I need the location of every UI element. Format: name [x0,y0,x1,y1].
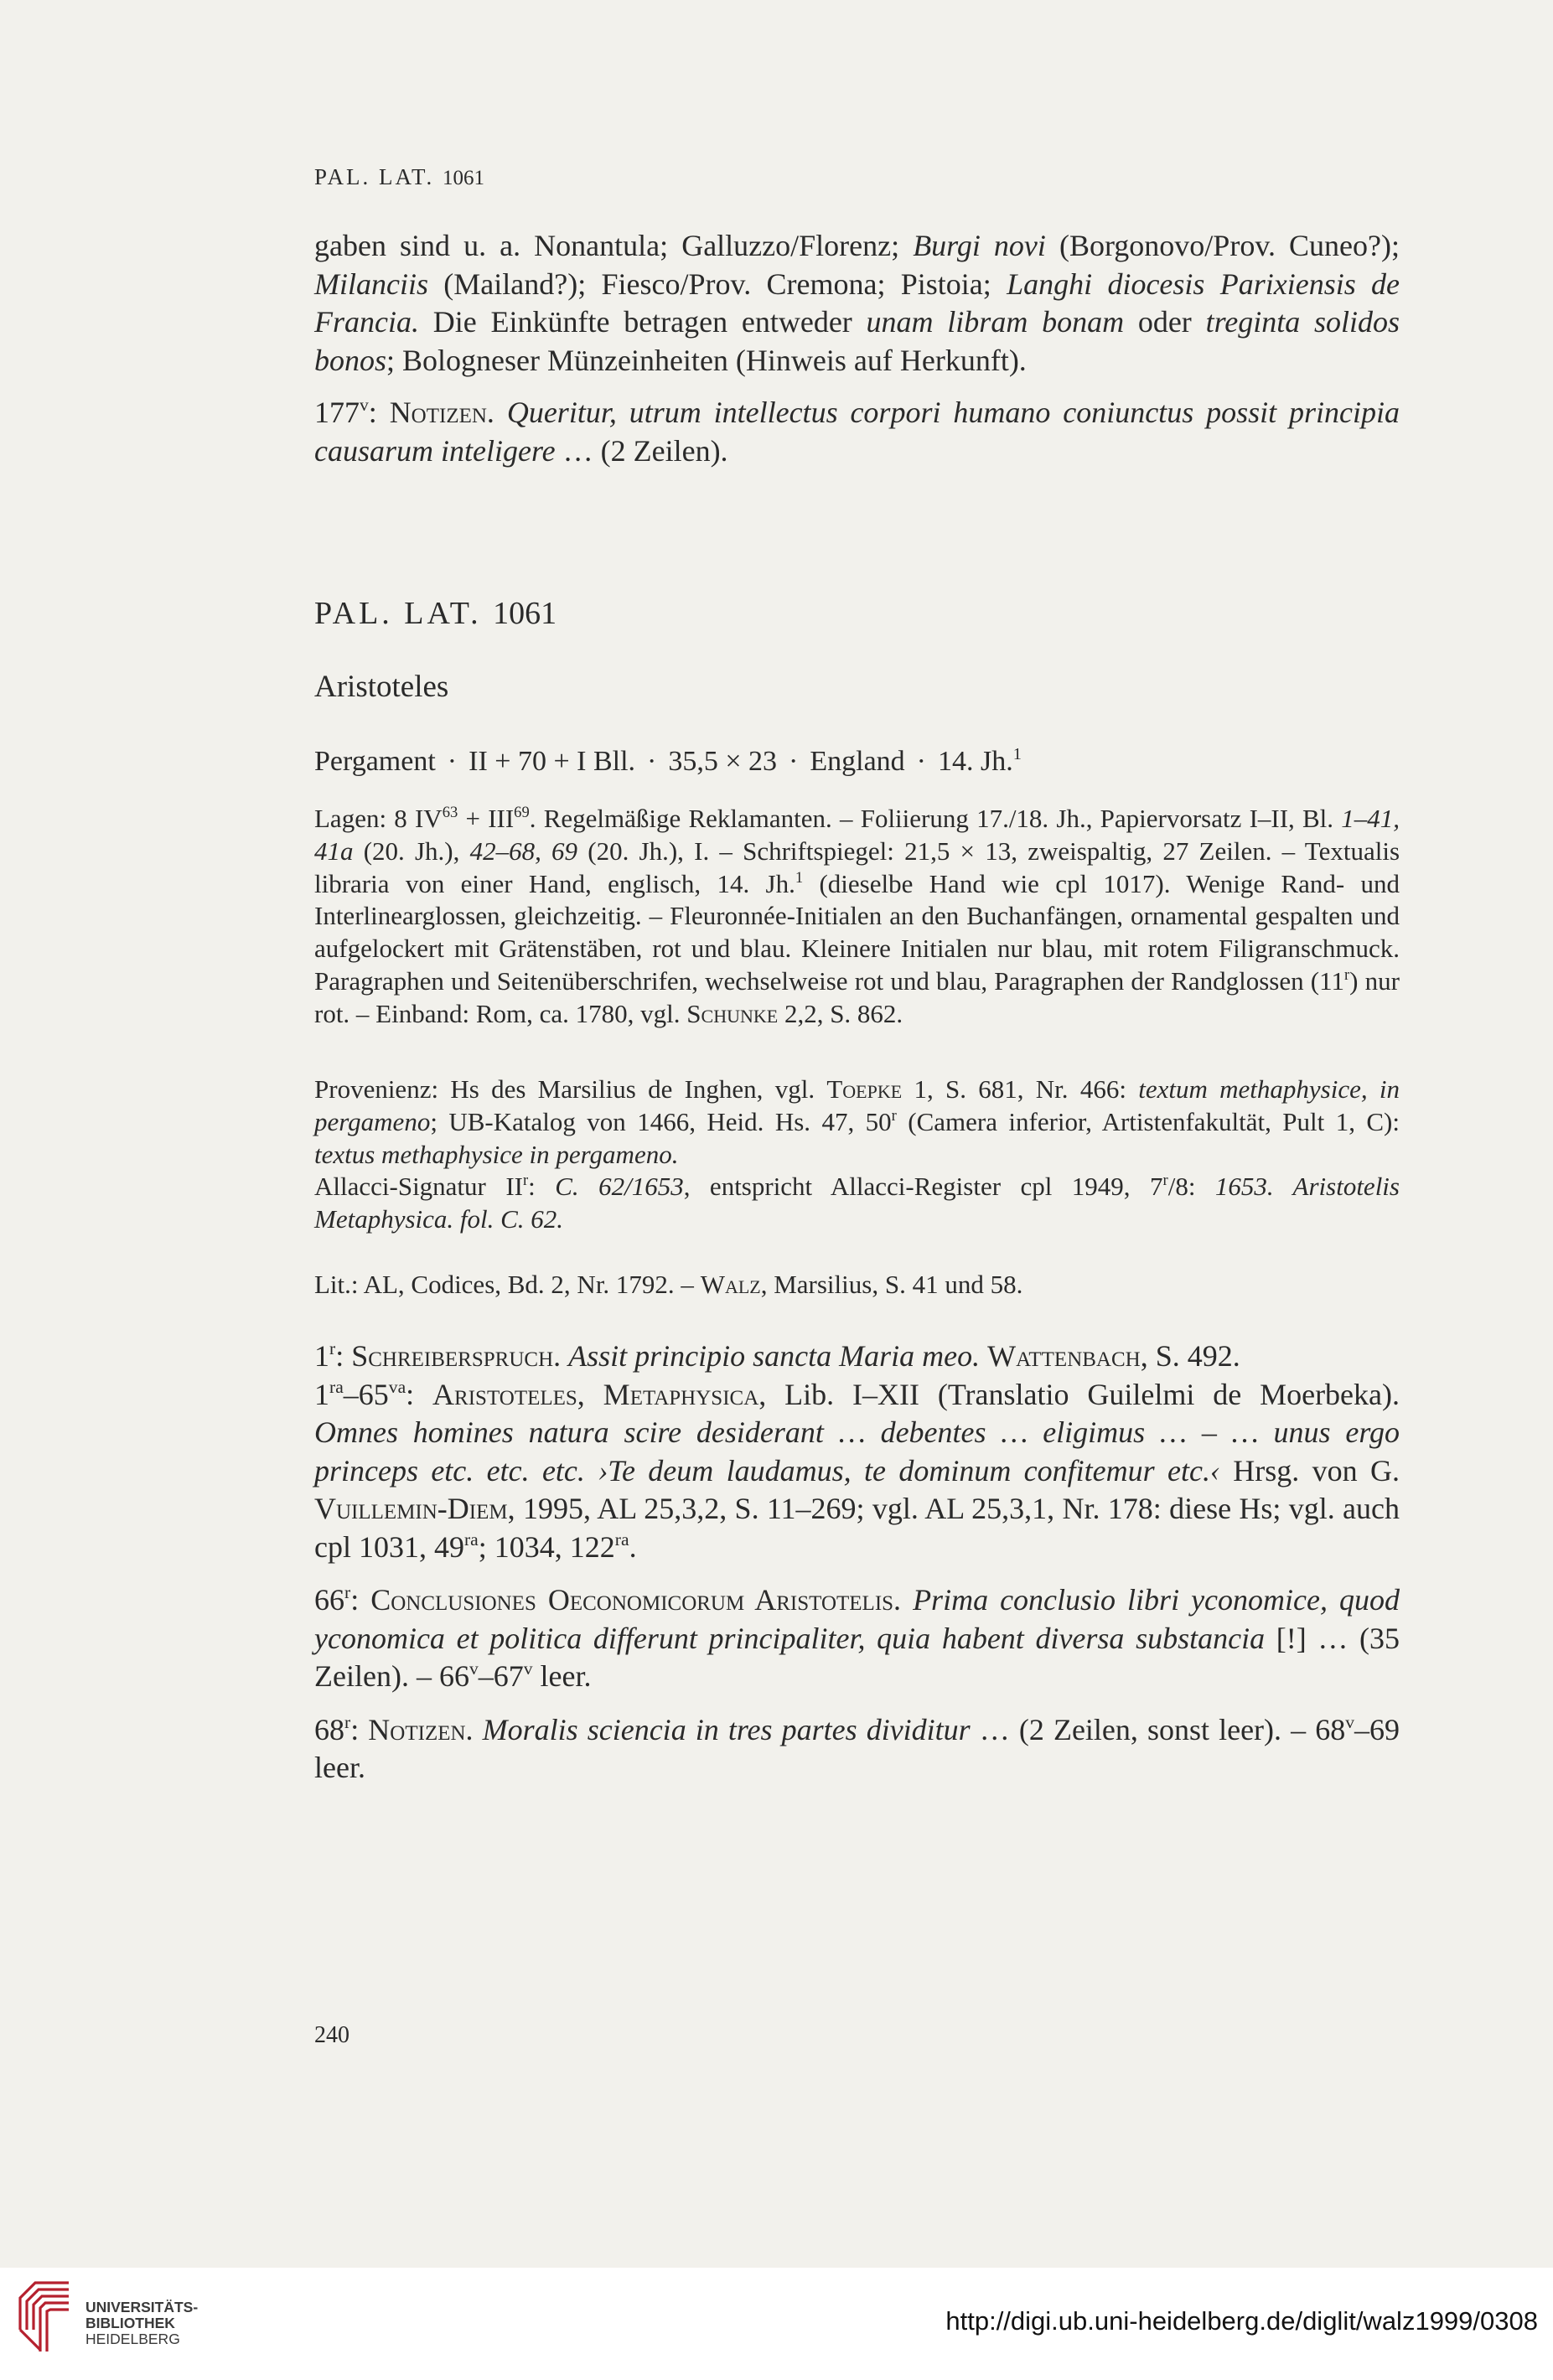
page-number: 240 [314,2022,349,2048]
footnote-ref: 1 [1012,744,1022,763]
section-title [314,595,556,632]
notes-entry [314,394,1400,470]
allacci-paragraph: Allacci-Signatur $II^r$: C. 62/1653, entspricht Allacci-Register cpl 1949, 7$^r$/8: 1653. Aristotelis Metaphysica. fol. C. 62. [314,1172,1400,1234]
provenance-paragraph: Provenienz: Hs des Marsilius de Inghen, vgl. Toepke 1, S. 681, Nr. 466: textum methaphysice, in pergameno; UB-Katalog von 1466, Heid. Hs. 47, 50$^r$ (Camera inferior, Artistenfakultät, Pult 1, C): textus methaphysice in pergameno. [314,1074,1400,1169]
library-name: UNIVERSITÄTS- BIBLIOTHEK HEIDELBERG [85,2299,199,2347]
author-heading: Aristoteles [314,670,449,704]
dimensions: 35,5 × 23 [668,746,778,777]
provenance [314,1074,1400,1236]
content-item: 1$^r$: Schreiberspruch. Assit principio sancta Maria meo. Wattenbach, S. 492. [314,1337,1240,1373]
notes-paragraph: 177$^v$: Notizen. Queritur, utrum intellectus corpori humano coniunctus possit principia causarum inteligere … (2 Zeilen). [314,394,1400,468]
content-item: $1^{ra}-65^{va}$: Aristoteles, Metaphysica, Lib. I–XII (Translatio Guilelmi de Moerbeka). Omnes homines natura scire desiderant … debentes … eligimus … – … unus ergo princeps etc. etc. etc. ›Te deum laudamus, te dominum confitemur etc.‹ Hrsg. von G. Vuillemin-Diem, 1995, AL 25,3,2, S. 11–269; vgl. AL 25,3,1, Nr. 178: diese Hs; vgl. auch cpl 1031, $49^{ra}$; 1034, $122^{ra}$. [314,1376,1400,1564]
physical-description-paragraph: Lagen: 8 $IV^{63} + III^{69}$. Regelmäßige Reklamanten. – Foliierung 17./18. Jh., Papiervorsatz I–II, Bl. 1–41, 41a (20. Jh.), 42–68, 69 (20. Jh.), I. – Schriftspiegel: 21,5 × 13, zweispaltig, 27 Zeilen. – Textualis libraria von einer Hand, englisch, 14. Jh.$^1$ (dieselbe Hand wie cpl 1017). Wenige Rand- und Interlinearglossen, gleichzeitig. – Fleuronnée-Initialen an den Buchanfängen, ornamental gespalten und aufgelockert mit Grätenstäben, rot und blau. Kleinere Initialen nur blau, mit rotem Filigranschmuck. Paragraphen und Seitenüberschrifen, wechselweise rot und blau, Paragraphen der Randglossen (11$^r$) nur rot. – Einband: Rom, ca. 1780, vgl. Schunke 2,2, S. 862. [314,803,1400,1028]
material: Pergament [314,746,436,777]
leaf-count: II + 70 + I Bll. [468,746,636,777]
content-item: 66$^r$: Conclusiones Oeconomicorum Aristotelis. Prima conclusio libri yconomice, quod yconomica et politica differunt principaliter, quia habent diversa substancia [!] … (35 Zeilen). – 66$^v$–67$^v$ leer. [314,1581,1400,1693]
running-head-label: PAL. LAT. [314,164,435,189]
library-logo-icon [17,2279,72,2355]
origin-place: England [810,746,905,777]
running-head [314,164,484,190]
date: 14. Jh. [938,746,1013,777]
previous-entry-paragraph: gaben sind u. a. Nonantula; Galluzzo/Florenz; Burgi novi (Borgonovo/Prov. Cuneo?); Milanciis (Mailand?); Fiesco/Prov. Cremona; Pistoia; Langhi diocesis Parixiensis de Francia. Die Einkünfte betragen entweder unam libram bonam oder treginta solidos bonos; Bologneser Münzeinheiten (Hinweis auf Herkunft). [314,229,1400,377]
content-item: 68$^r$: Notizen. Moralis sciencia in tres partes dividitur … (2 Zeilen, sonst leer). – 68$^v$–69 leer. [314,1711,1400,1784]
previous-entry-text [314,227,1400,380]
codex-metadata-line: Pergament · II + 70 + I Bll. · 35,5 × 23 · England · 14. Jh.$^1$ [314,744,1022,777]
contents [314,1337,1400,1788]
running-head-number: 1061 [443,167,485,189]
literature-paragraph: Lit.: AL, Codices, Bd. 2, Nr. 1792. – Walz, Marsilius, S. 41 und 58. [314,1270,1023,1299]
literature [314,1269,1400,1301]
section-title-label: PAL. LAT. [314,596,482,631]
source-url-link[interactable]: http://digi.ub.uni-heidelberg.de/diglit/walz1999/0308 [945,2306,1538,2336]
physical-description [314,803,1400,1031]
section-title-number: 1061 [493,596,557,631]
